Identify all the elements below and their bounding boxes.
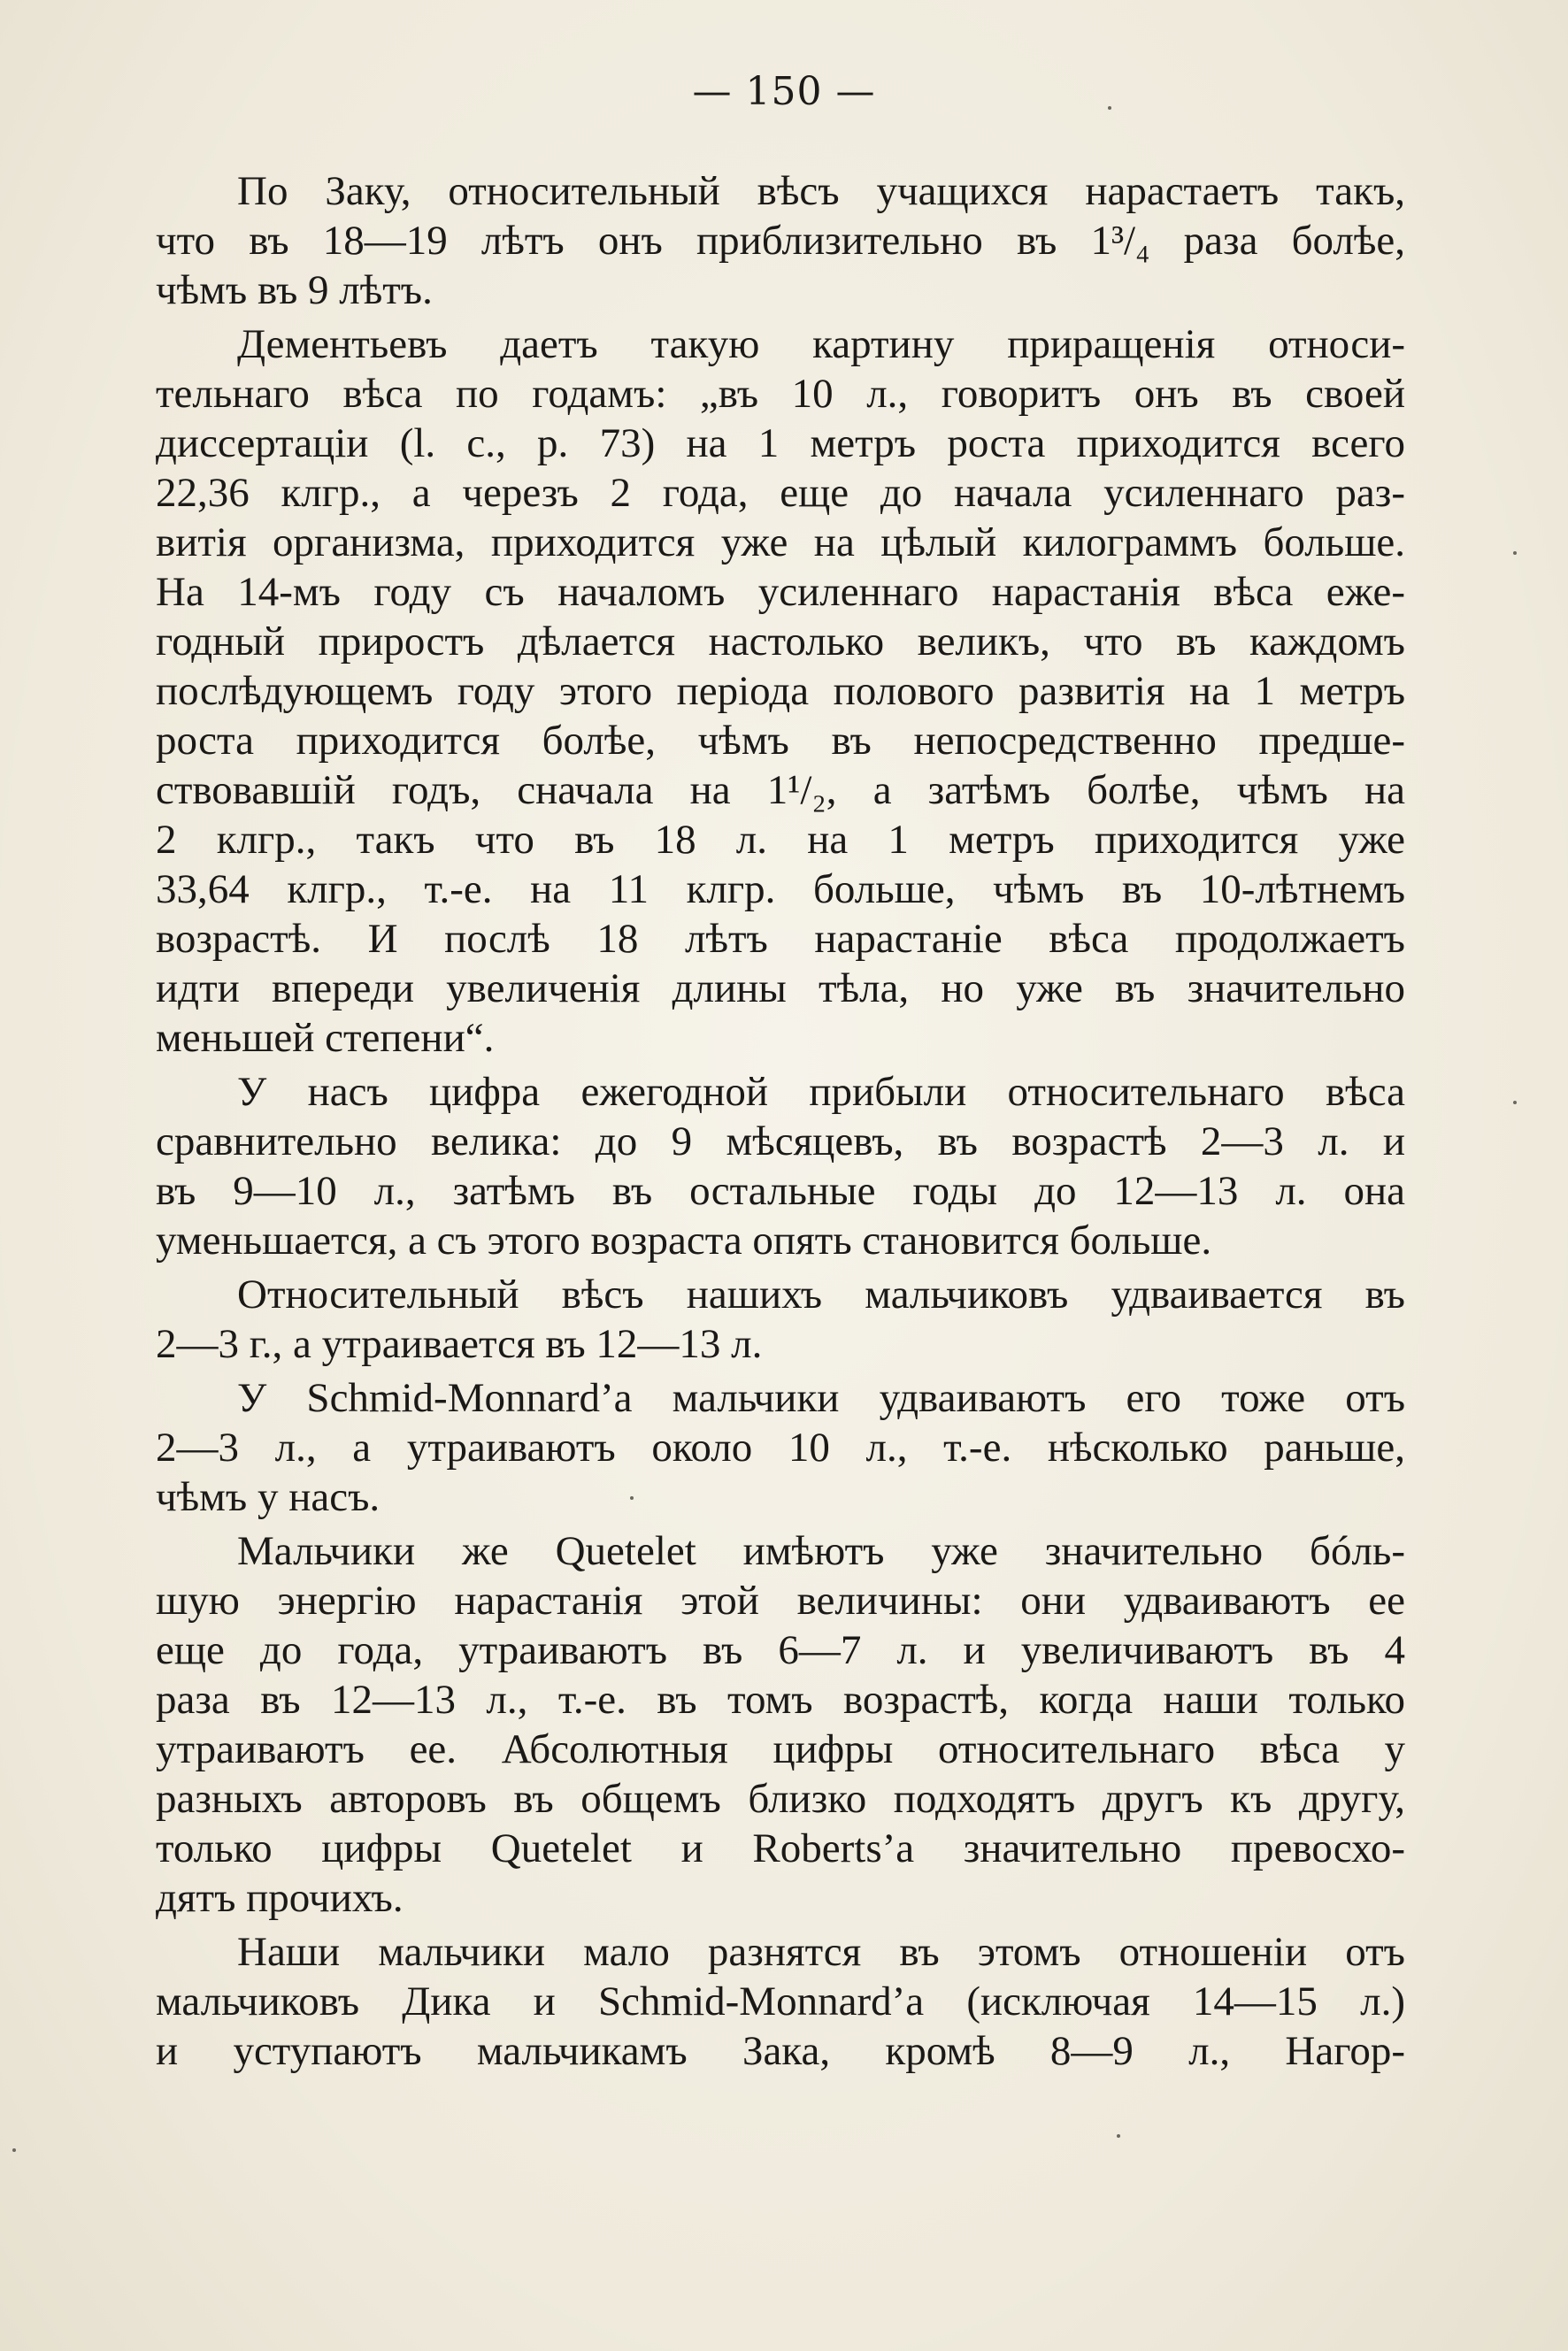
text-line: возрастѣ. И послѣ 18 лѣтъ нарастаніе вѣса продолжаетъ [156, 916, 1405, 962]
text-line: что въ 18—19 лѣтъ онъ приблизительно въ 1³/₄ раза болѣе, [156, 218, 1405, 264]
text-line: На 14-мъ году съ началомъ усиленнаго нарастанія вѣса еже- [156, 569, 1405, 615]
text-line: тельнаго вѣса по годамъ: „въ 10 л., говоритъ онъ въ своей [156, 371, 1405, 417]
text-line: роста приходится болѣе, чѣмъ въ непосредственно предше- [156, 718, 1405, 764]
text-line: чѣмъ въ 9 лѣтъ. [156, 267, 433, 313]
text-line: утраиваютъ ее. Абсолютныя цифры относительнаго вѣса у [156, 1726, 1405, 1772]
text-line: послѣдующемъ году этого періода полового развитія на 1 метръ [156, 668, 1405, 714]
paragraph [156, 1526, 1405, 1923]
text-line: мальчиковъ Дика и Schmid-Monnard’a (исключая 14—15 л.) [156, 1978, 1405, 2024]
paragraph [156, 166, 1405, 315]
text-line: Мальчики же Quetelet имѣютъ уже значительно бóль- [237, 1528, 1405, 1574]
text-line: въ 9—10 л., затѣмъ въ остальные годы до 12—13 л. она [156, 1168, 1405, 1214]
paragraph [156, 319, 1405, 1063]
text-line: витія организма, приходится уже на цѣлый килограммъ больше. [156, 519, 1405, 565]
text-line: ствовавшій годъ, сначала на 1¹/₂, а затѣмъ болѣе, чѣмъ на [156, 767, 1405, 813]
body-text [156, 166, 1405, 2076]
speck [630, 1496, 634, 1500]
paragraph [156, 1373, 1405, 1522]
speck [1513, 551, 1517, 555]
text-line: уменьшается, а съ этого возраста опять становится больше. [156, 1218, 1212, 1264]
text-line: только цифры Quetelet и Roberts’a значительно превосхо- [156, 1825, 1405, 1871]
text-line: сравнительно велика: до 9 мѣсяцевъ, въ возрастѣ 2—3 л. и [156, 1118, 1405, 1164]
text-line: годный приростъ дѣлается настолько великъ, что въ каждомъ [156, 618, 1405, 665]
text-line: и уступаютъ мальчикамъ Зака, кромѣ 8—9 л., Нагор- [156, 2028, 1405, 2074]
text-line: По Заку, относительный вѣсъ учащихся нарастаетъ такъ, [237, 168, 1405, 214]
text-line: шую энергію нарастанія этой величины: они удваиваютъ ее [156, 1578, 1405, 1624]
text-line: 33,64 клгр., т.-е. на 11 клгр. больше, чѣмъ въ 10-лѣтнемъ [156, 866, 1405, 912]
text-line: дятъ прочихъ. [156, 1875, 404, 1921]
text-line: диссертаціи (l. c., p. 73) на 1 метръ роста приходится всего [156, 420, 1405, 466]
text-line: Наши мальчики мало разнятся въ этомъ отношеніи отъ [237, 1929, 1405, 1975]
text-line: идти впереди увеличенія длины тѣла, но уже въ значительно [156, 965, 1405, 1011]
paragraph [156, 1927, 1405, 2076]
text-line: 2—3 л., а утраиваютъ около 10 л., т.-е. нѣсколько раньше, [156, 1425, 1405, 1471]
text-line: Относительный вѣсъ нашихъ мальчиковъ удваивается въ [237, 1272, 1405, 1318]
speck [1513, 1101, 1517, 1104]
text-line: У Schmid-Monnard’a мальчики удваиваютъ его тоже отъ [237, 1375, 1405, 1421]
text-line: разныхъ авторовъ въ общемъ близко подходятъ другъ къ другу, [156, 1776, 1405, 1822]
text-line: еще до года, утраиваютъ въ 6—7 л. и увеличиваютъ въ 4 [156, 1627, 1405, 1673]
speck [1108, 106, 1111, 110]
text-line: 2 клгр., такъ что въ 18 л. на 1 метръ приходится уже [156, 817, 1405, 863]
text-line: раза въ 12—13 л., т.-е. въ томъ возрастѣ, когда наши только [156, 1677, 1405, 1723]
speck [12, 2148, 16, 2152]
speck [1117, 2134, 1120, 2138]
paragraph [156, 1067, 1405, 1265]
text-line: 2—3 г., а утраивается въ 12—13 л. [156, 1321, 763, 1367]
paragraph [156, 1270, 1405, 1369]
text-line: Дементьевъ даетъ такую картину приращенія относи- [237, 321, 1405, 367]
page-number: — 150 — [692, 69, 876, 114]
text-line: меньшей степени“. [156, 1015, 495, 1061]
text-line: У насъ цифра ежегодной прибыли относительнаго вѣса [237, 1069, 1405, 1115]
text-line: 22,36 клгр., а черезъ 2 года, еще до начала усиленнаго раз- [156, 470, 1405, 516]
text-line: чѣмъ у насъ. [156, 1474, 380, 1520]
